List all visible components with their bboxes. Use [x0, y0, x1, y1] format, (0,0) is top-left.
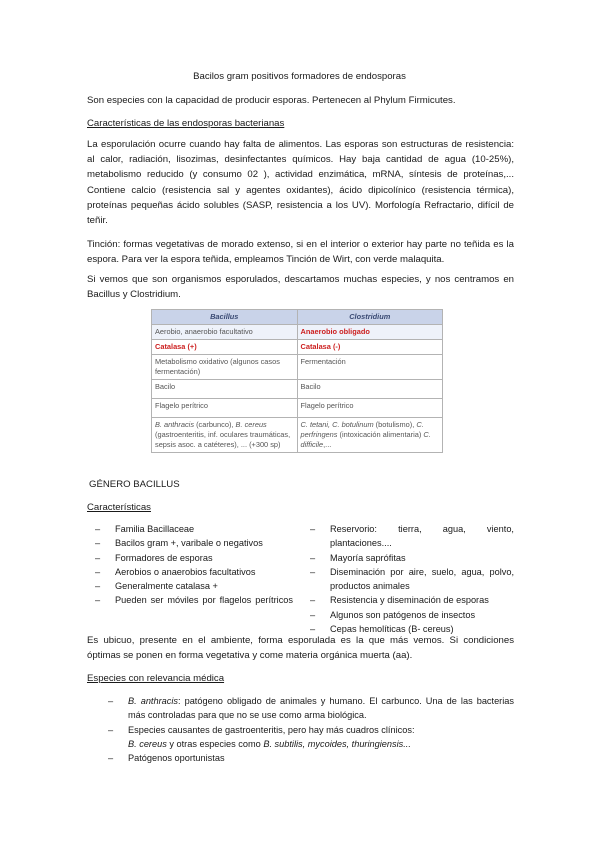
list-item: [93, 536, 293, 550]
list-item-text: [128, 694, 514, 723]
table-row: [152, 418, 443, 453]
cell-text: (botulismo),: [373, 420, 417, 429]
list-item: [106, 694, 514, 723]
list-item: [106, 723, 514, 752]
table-cell: Bacilo: [297, 380, 443, 399]
table-cell: Anaerobio obligado: [297, 325, 443, 340]
table-cell: Catalasa (-): [297, 340, 443, 355]
list-item: [93, 579, 293, 593]
list-item-text: Diseminación por aire, suelo, agua, polvo, productos animales: [330, 566, 514, 592]
table-row: [152, 399, 443, 418]
list-item-text: Algunos son patógenos de insectos: [330, 609, 476, 620]
list-item: [308, 593, 514, 607]
list-item: [308, 565, 514, 594]
document-title: Bacilos gram positivos formadores de endosporas: [193, 71, 406, 82]
dash-bullet: –: [310, 566, 316, 577]
list-item-text: Cepas hemolíticas (B- cereus): [330, 624, 454, 635]
item-text: : patógeno obligado de animales y humano. El carbunco. Una de las bacterias más controladas para que no se use como arma biológica.: [128, 696, 514, 721]
dash-bullet: –: [95, 552, 101, 563]
list-item: [93, 522, 293, 536]
dash-bullet: –: [95, 581, 101, 592]
section-heading-endosporas: Características de las endosporas bacterianas: [87, 118, 285, 129]
list-item-text: [128, 723, 514, 752]
dash-bullet: –: [108, 696, 114, 706]
list-item: [308, 551, 514, 565]
table-cell: Bacilo: [152, 380, 298, 399]
table-row: [152, 325, 443, 340]
species-name: B. anthracis: [128, 696, 178, 706]
characteristics-heading: Características: [87, 502, 151, 513]
list-item-text: Aerobios o anaerobios facultativos: [115, 566, 256, 577]
medical-species-list: [106, 694, 514, 765]
table-row: [152, 380, 443, 399]
list-item-text: Pueden ser móviles por flagelos perítricos: [115, 595, 293, 606]
list-item-text: Formadores de esporas: [115, 552, 213, 563]
table-cell: Flagelo perítrico: [297, 399, 443, 418]
species-name: B. subtilis, mycoides, thuringiensis...: [263, 738, 411, 749]
cell-text: (intoxicación alimentaria): [337, 430, 424, 439]
list-item: [308, 522, 514, 551]
table-row: [152, 355, 443, 380]
table-header-row: [152, 310, 443, 325]
table-cell: Metabolismo oxidativo (algunos casos fermentación): [152, 355, 298, 380]
list-item: [308, 608, 514, 622]
table-header-clostridium: Clostridium: [297, 310, 443, 325]
list-item-text: Mayoría saprófitas: [330, 552, 406, 563]
list-item-text: Reservorio: tierra, agua, viento, plantaciones....: [330, 524, 514, 549]
characteristics-list-left: [93, 522, 293, 608]
dash-bullet: –: [95, 538, 101, 549]
species-name: B. cereus: [128, 738, 167, 749]
species-name: C. perfringens: [300, 420, 424, 439]
table-cell: Catalasa (+): [152, 340, 298, 355]
list-item-text: Bacilos gram +, varibale o negativos: [115, 538, 263, 549]
dash-bullet: –: [108, 724, 114, 735]
list-item-text: Familia Bacillaceae: [115, 524, 195, 534]
table-cell-clostridium-species: [297, 418, 443, 453]
dash-bullet: –: [310, 624, 316, 635]
list-item-text: Resistencia y diseminación de esporas: [330, 595, 489, 606]
list-item: [93, 593, 293, 607]
table-cell-bacillus-species: [152, 418, 298, 453]
list-item: [93, 551, 293, 565]
table-row: [152, 340, 443, 355]
comparison-table: [151, 309, 443, 453]
dash-bullet: –: [108, 753, 114, 764]
cell-text: (gastroenteritis, inf. oculares traumáticas, sepsis asoc. a catéteres), ... (+300 sp): [155, 430, 291, 449]
species-name: B. cereus: [235, 420, 267, 429]
item-text: y otras especies como: [166, 738, 264, 749]
dash-bullet: –: [310, 524, 316, 534]
paragraph-esporulacion: La esporulación ocurre cuando hay falta de alimentos. Las esporas son estructuras de resistencia: al calor, radiación, lisozimas, desinfectantes químicos. Hay baja cantidad de agua (10-25%), metabolismo reducido (y consumo 02 ), actividad enzimática, mRNA, síntesis de proteínas,... Contiene calcio (resistencia sal y agentes oxidantes), ácido dipicolínico (resistencia térmica), proteínas pequeñas ácido solubles (SASP, resistencia a los UV). Morfología Refractario, difícil de teñir.: [87, 139, 514, 227]
paragraph-bacillus-clostridium: Si vemos que son organismos esporulados, descartamos muchas especies, y nos centramos en Bacillus y Clostridium.: [87, 274, 514, 301]
intro-paragraph: Son especies con la capacidad de producir esporas. Pertenecen al Phylum Firmicutes.: [87, 95, 456, 106]
medical-species-heading: Especies con relevancia médica: [87, 673, 225, 684]
paragraph-tincion: Tinción: formas vegetativas de morado extenso, si en el interior o exterior hay parte no teñida es la espora. Para ver la espora teñida, empleamos Tinción de Wirt, con verde malaquita.: [87, 239, 514, 266]
dash-bullet: –: [310, 552, 316, 563]
dash-bullet: –: [310, 609, 316, 620]
dash-bullet: –: [310, 595, 316, 606]
list-item: [93, 565, 293, 579]
list-item-text: Patógenos oportunistas: [128, 753, 225, 764]
table-cell: Aerobio, anaerobio facultativo: [152, 325, 298, 340]
species-name: B. anthracis: [155, 420, 195, 429]
cell-text: (carbunco),: [194, 420, 236, 429]
paragraph-ubicuo: Es ubicuo, presente en el ambiente, forma esporulada es la que más vemos. Si condiciones óptimas se ponen en forma vegetativa y come materia orgánica muerta (aa).: [87, 635, 514, 662]
table-cell: Flagelo perítrico: [152, 399, 298, 418]
list-item: [106, 751, 514, 765]
cell-text: ,...: [323, 440, 332, 449]
table-header-bacillus: Bacillus: [152, 310, 298, 325]
genus-heading: GÉNERO BACILLUS: [89, 479, 180, 490]
list-item-text: Generalmente catalasa +: [115, 581, 218, 592]
dash-bullet: –: [95, 524, 101, 534]
species-name: C. difficile: [300, 430, 431, 449]
dash-bullet: –: [95, 566, 101, 577]
item-text: Especies causantes de gastroenteritis, pero hay más cuadros clínicos:: [128, 724, 415, 735]
species-name: C. tetani, C. botulinum: [300, 420, 374, 429]
table-cell: Fermentación: [297, 355, 443, 380]
dash-bullet: –: [95, 595, 101, 606]
characteristics-list-right: [308, 522, 514, 636]
